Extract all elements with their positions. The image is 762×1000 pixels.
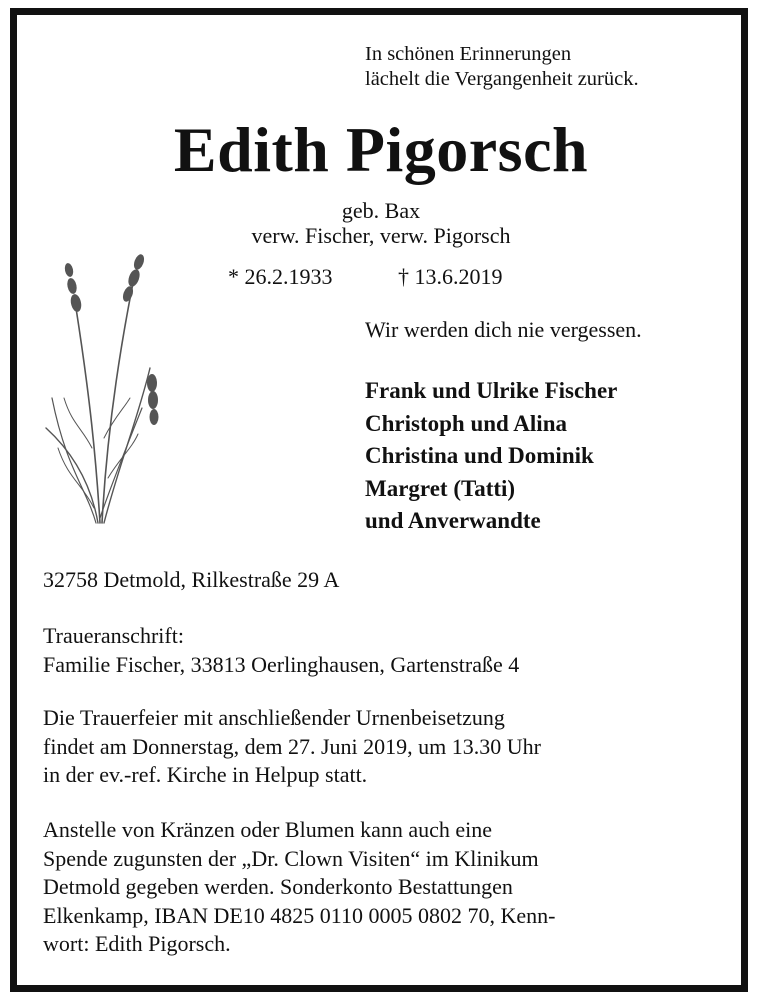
mourner-line: und Anverwandte [365,508,541,533]
residence-address: 32758 Detmold, Rilkestraße 29 A [43,567,340,592]
donation-paragraph [43,816,555,959]
birth-date: * 26.2.1933 [228,264,333,289]
donation-line: wort: Edith Pigorsch. [43,931,231,956]
mourning-address-label: Traueranschrift: [43,623,184,648]
death-date: † 13.6.2019 [398,264,503,289]
mourner-line: Frank und Ulrike Fischer [365,378,618,403]
quote-line-1: In schönen Erinnerungen [365,43,572,65]
ceremony-line: in der ev.-ref. Kirche in Helpup statt. [43,762,368,787]
deceased-name: Edith Pigorsch [173,114,589,185]
ceremony-line: Die Trauerfeier mit anschließender Urnenbeisetzung [43,705,505,730]
ceremony-line: findet am Donnerstag, dem 27. Juni 2019, um 13.30 Uhr [43,733,541,759]
donation-line: Spende zugunsten der „Dr. Clown Visiten“ im Klinikum [43,845,539,871]
ceremony-paragraph [43,704,541,790]
mourning-address [43,622,519,679]
widowed-names: verw. Fischer, verw. Pigorsch [251,223,511,248]
mourners-list [365,375,617,538]
quote-line-2: lächelt die Vergangenheit zurück. [365,68,639,90]
maiden-name: geb. Bax [341,198,421,223]
mourner-line: Christoph und Alina [365,410,567,436]
wheat-icon [38,248,168,528]
mourning-address-value: Familie Fischer, 33813 Oerlinghausen, Gartenstraße 4 [43,651,520,677]
mourner-line: Margret (Tatti) [365,475,516,501]
donation-line: Elkenkamp, IBAN DE10 4825 0110 0005 0802 70, Kenn- [43,902,556,928]
donation-line: Anstelle von Kränzen oder Blumen kann auch eine [43,817,493,842]
mourner-line: Christina und Dominik [365,443,594,468]
remembrance-line: Wir werden dich nie vergessen. [365,317,642,342]
donation-line: Detmold gegeben werden. Sonderkonto Bestattungen [43,874,513,899]
memorial-quote [365,42,639,92]
